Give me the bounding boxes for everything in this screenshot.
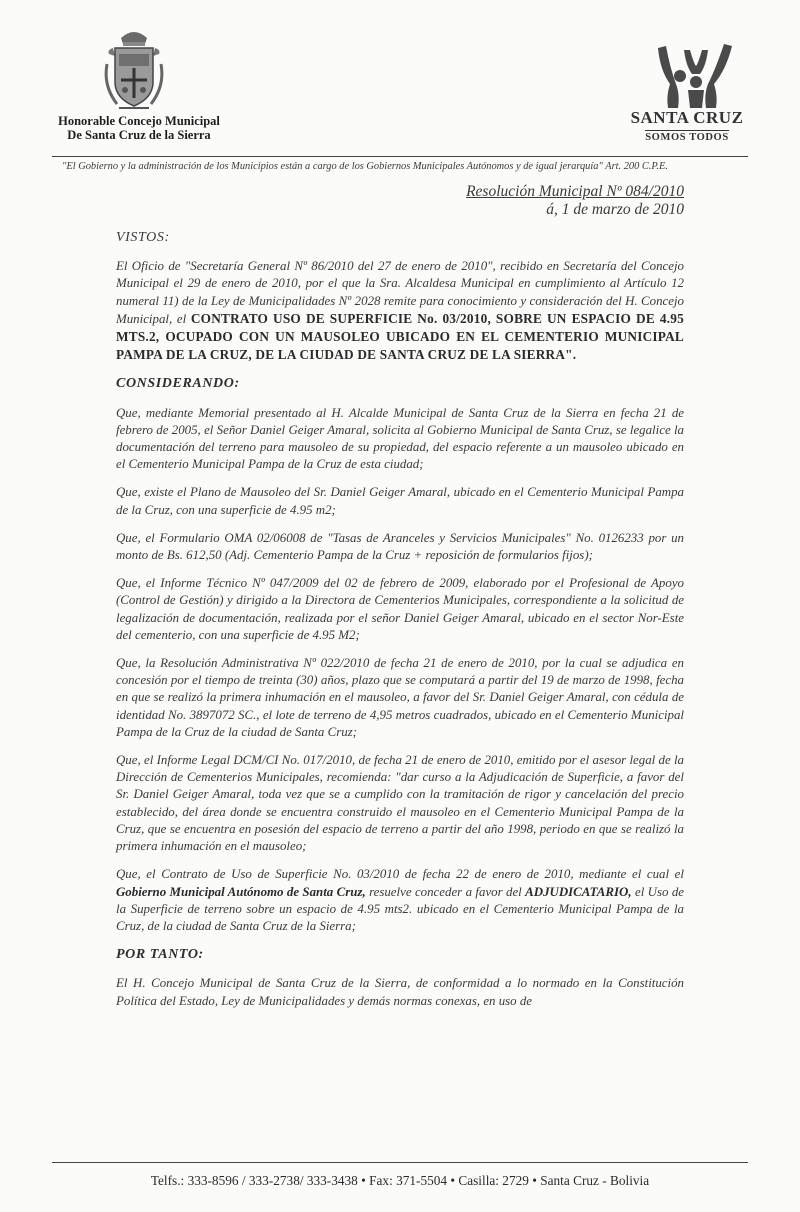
last-bold-2: ADJUDICATARIO, — [525, 884, 632, 899]
coat-of-arms-icon — [103, 24, 165, 116]
resolution-date: á, 1 de marzo de 2010 — [546, 201, 684, 218]
vistos-bold-text: CONTRATO USO DE SUPERFICIE No. 03/2010, SOBRE UN ESPACIO DE 4.95 MTS.2, OCUPADO CON UN MAUSOLEO UBICADO EN EL CEMENTERIO MUNICIPAL PAMPA DE LA CRUZ, DE LA CIUDAD DE SANTA CRUZ DE LA SIERRA". — [116, 310, 684, 363]
resolution-title: Resolución Municipal Nº 084/2010 — [466, 183, 684, 200]
considerando-paragraph: Que, mediante Memorial presentado al H. Alcalde Municipal de Santa Cruz de la Sierra en fecha 21 de febrero de 2005, el Señor Daniel Geiger Amaral, solicita al Gobierno Municipal de Santa Cruz, se legalice la documentación del terreno para mausoleo de su propiedad, del espacio referente a un mausoleo ubicado en el Cementerio Municipal Pampa de la Cruz de esta ciudad; — [116, 405, 684, 472]
last-part-1: Que, el Contrato de Uso de Superficie No. 03/2010 de fecha 22 de enero de 2010, mediante el cual el — [116, 867, 684, 882]
logo-subtitle: SOMOS TODOS — [645, 132, 729, 143]
last-bold-1: Gobierno Municipal Autónomo de Santa Cruz, — [116, 884, 366, 899]
considerando-heading: CONSIDERANDO: — [116, 376, 240, 392]
considerando-paragraph: Que, el Informe Técnico Nº 047/2009 del 02 de febrero de 2009, elaborado por el Profesional de Apoyo (Control de Gestión) y dirigido a la Directora de Cementerios Municipales, correspondiente a la solicitud de legalización de documentación, realizada por el señor Daniel Geiger Amaral, ubicado en el sector Nor-Este del cementerio, con una superficie de 4.95 M2; — [116, 576, 684, 642]
vistos-heading: VISTOS: — [116, 230, 170, 245]
organization-name — [54, 114, 224, 142]
footer-divider — [52, 1162, 748, 1163]
considerando-paragraph: Que, el Formulario OMA 02/06008 de "Tasas de Aranceles y Servicios Municipales" No. 0126233 por un monto de Bs. 612,50 (Adj. Cementerio Pampa de la Cruz + reposición de formularios fijos); — [116, 530, 684, 563]
considerando-paragraph: Que, la Resolución Administrativa Nº 022/2010 de fecha 21 de enero de 2010, por la cual se adjudica en concesión por el tiempo de treinta (30) años, plazo que se computará a partir del 19 de marzo de 1998, fecha en que se realizó la primera inhumación en el mausoleo, a favor del Sr. Daniel Geiger Amaral, con cédula de identidad No. 3897072 SC., el lote de terreno de 4,95 metros cuadrados, ubicado en el Cementerio Municipal Pampa de la Cruz de la ciudad de Santa Cruz; — [116, 656, 684, 739]
org-line-2: De Santa Cruz de la Sierra — [67, 128, 211, 142]
last-part-3: el Uso de la Superficie de terreno sobre un espacio de 4.95 mts2. ubicado en el Cementerio Municipal Pampa de la Cruz, de la ciudad de Santa Cruz de la Sierra; — [116, 884, 684, 933]
logo-text — [622, 109, 752, 145]
considerando-paragraph: Que, el Informe Legal DCM/CI No. 017/2010, de fecha 21 de enero de 2010, emitido por el asesor legal de la Dirección de Cementerios Municipales, recomienda: "dar curso a la Adjudicación de Superficie, a favor del Sr. Daniel Geiger Amaral, toda vez que se a cumplido con la tramitación de rigor y cancelación del precio establecido, del área donde se encuentra construido el mausoleo en el Cementerio Municipal Pampa de la Cruz, que se encuentra en posesión del espacio de terreno a partir del año 1998, periodo en que se realizó la primera inhumación en el mausoleo; — [116, 753, 684, 854]
header-divider — [52, 156, 748, 157]
por-tanto-heading: POR TANTO: — [116, 947, 204, 963]
logo-title: SANTA CRUZ — [630, 108, 744, 127]
vistos-paragraph — [116, 258, 684, 364]
org-line-1: Honorable Concejo Municipal — [58, 114, 220, 128]
considerando-paragraph: Que, existe el Plano de Mausoleo del Sr. Daniel Geiger Amaral, ubicado en el Cementerio Municipal Pampa de la Cruz, con una superficie de 4.95 m2; — [116, 485, 684, 517]
last-part-2: resuelve conceder a favor del — [369, 884, 522, 899]
footer-contact: Telfs.: 333-8596 / 333-2738/ 333-3438 • Fax: 371-5504 • Casilla: 2729 • Santa Cruz - Bolivia — [150, 1173, 650, 1188]
por-tanto-paragraph: El H. Concejo Municipal de Santa Cruz de la Sierra, de conformidad a lo normado en la Constitución Política del Estado, Ley de Municipalidades y demás normas conexas, en uso de — [116, 976, 684, 1008]
resolution-header — [466, 183, 684, 219]
vistos-text: El Oficio de "Secretaría General Nº 86/2010 del 27 de enero de 2010", recibido en Secretaría del Concejo Municipal el 29 de enero de 2010, por el que la Sra. Alcaldesa Municipal en cumplimiento al Artículo 12 numeral 11) de la Ley de Municipalidades Nº 2028 remite para conocimiento y consideración del H. Concejo Municipal, el — [116, 259, 684, 326]
considerando-paragraph-last — [116, 866, 684, 935]
constitution-quote: "El Gobierno y la administración de los Municipios están a cargo de los Gobiernos Municipales Autónomos y de igual jerarquía" Art. 200 C.P.E. — [62, 161, 668, 172]
document-body — [116, 229, 684, 1021]
